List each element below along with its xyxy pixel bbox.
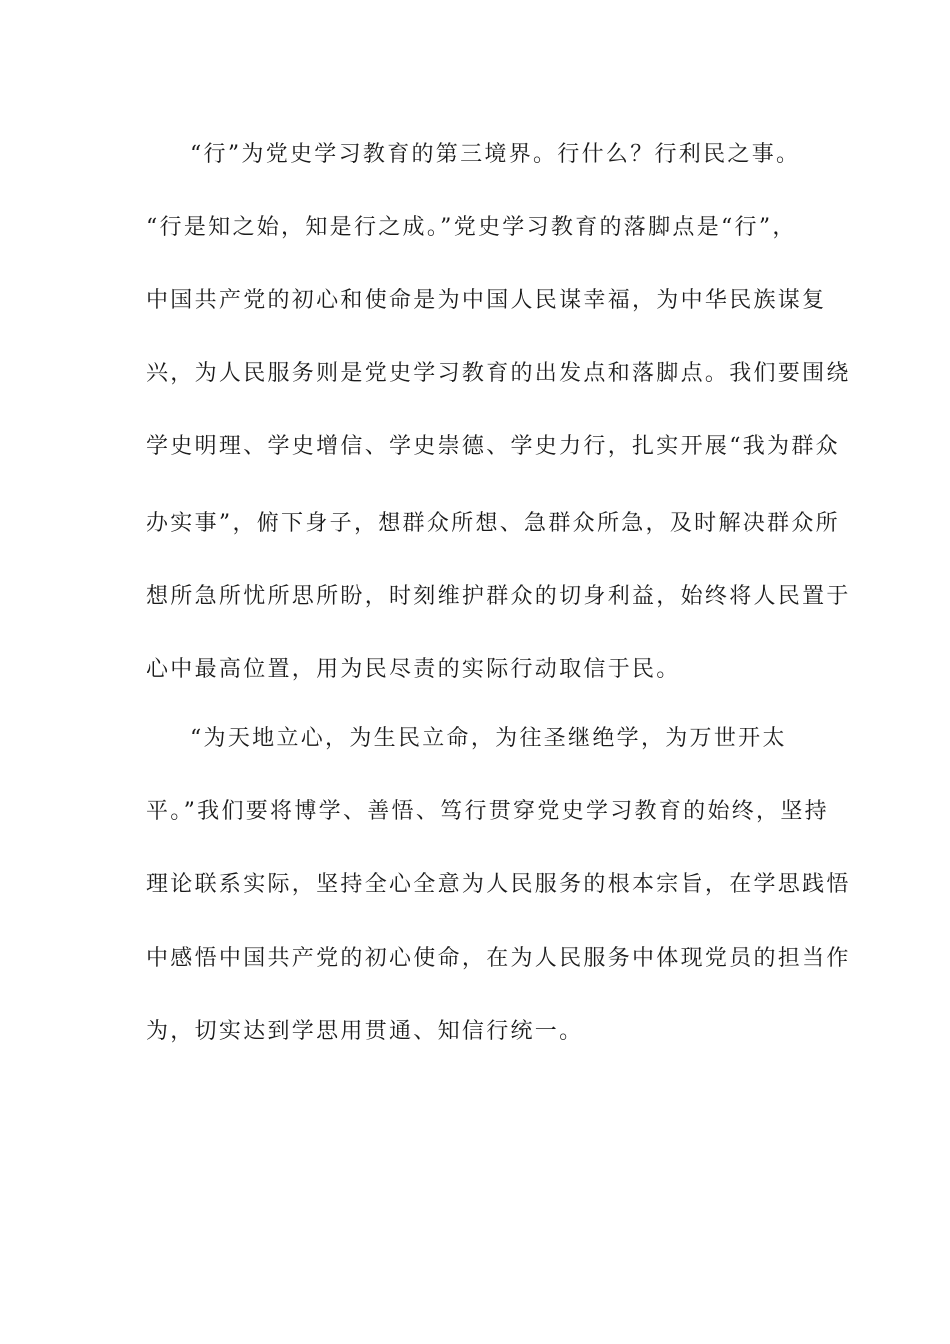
text-line: “为天地立心，为生民立命，为往圣继绝学，为万世开太 (190, 726, 787, 751)
text-line: “行是知之始，知是行之成。”党史学习教育的落脚点是“行”， (146, 215, 797, 240)
text-line: 为，切实达到学思用贯通、知信行统一。 (146, 1019, 584, 1044)
text-line: 办实事”，俯下身子，想群众所想、急群众所急，及时解决群众所 (146, 511, 840, 536)
text-line: 心中最高位置，用为民尽责的实际行动取信于民。 (146, 657, 681, 682)
text-line: 兴，为人民服务则是党史学习教育的出发点和落脚点。我们要围绕 (146, 361, 851, 386)
text-line: 学史明理、学史增信、学史崇德、学史力行，扎实开展“我为群众 (146, 434, 840, 459)
text-line: 理论联系实际，坚持全心全意为人民服务的根本宗旨，在学思践悟 (146, 872, 851, 897)
text-line: 想所急所忧所思所盼，时刻维护群众的切身利益，始终将人民置于 (146, 584, 851, 609)
text-line: 中国共产党的初心和使命是为中国人民谋幸福，为中华民族谋复 (146, 288, 827, 313)
text-line: 平。”我们要将博学、善悟、笃行贯穿党史学习教育的始终，坚持 (146, 799, 829, 824)
text-line: “行”为党史学习教育的第三境界。行什么？行利民之事。 (190, 142, 801, 167)
text-line: 中感悟中国共产党的初心使命，在为人民服务中体现党员的担当作 (146, 946, 851, 971)
